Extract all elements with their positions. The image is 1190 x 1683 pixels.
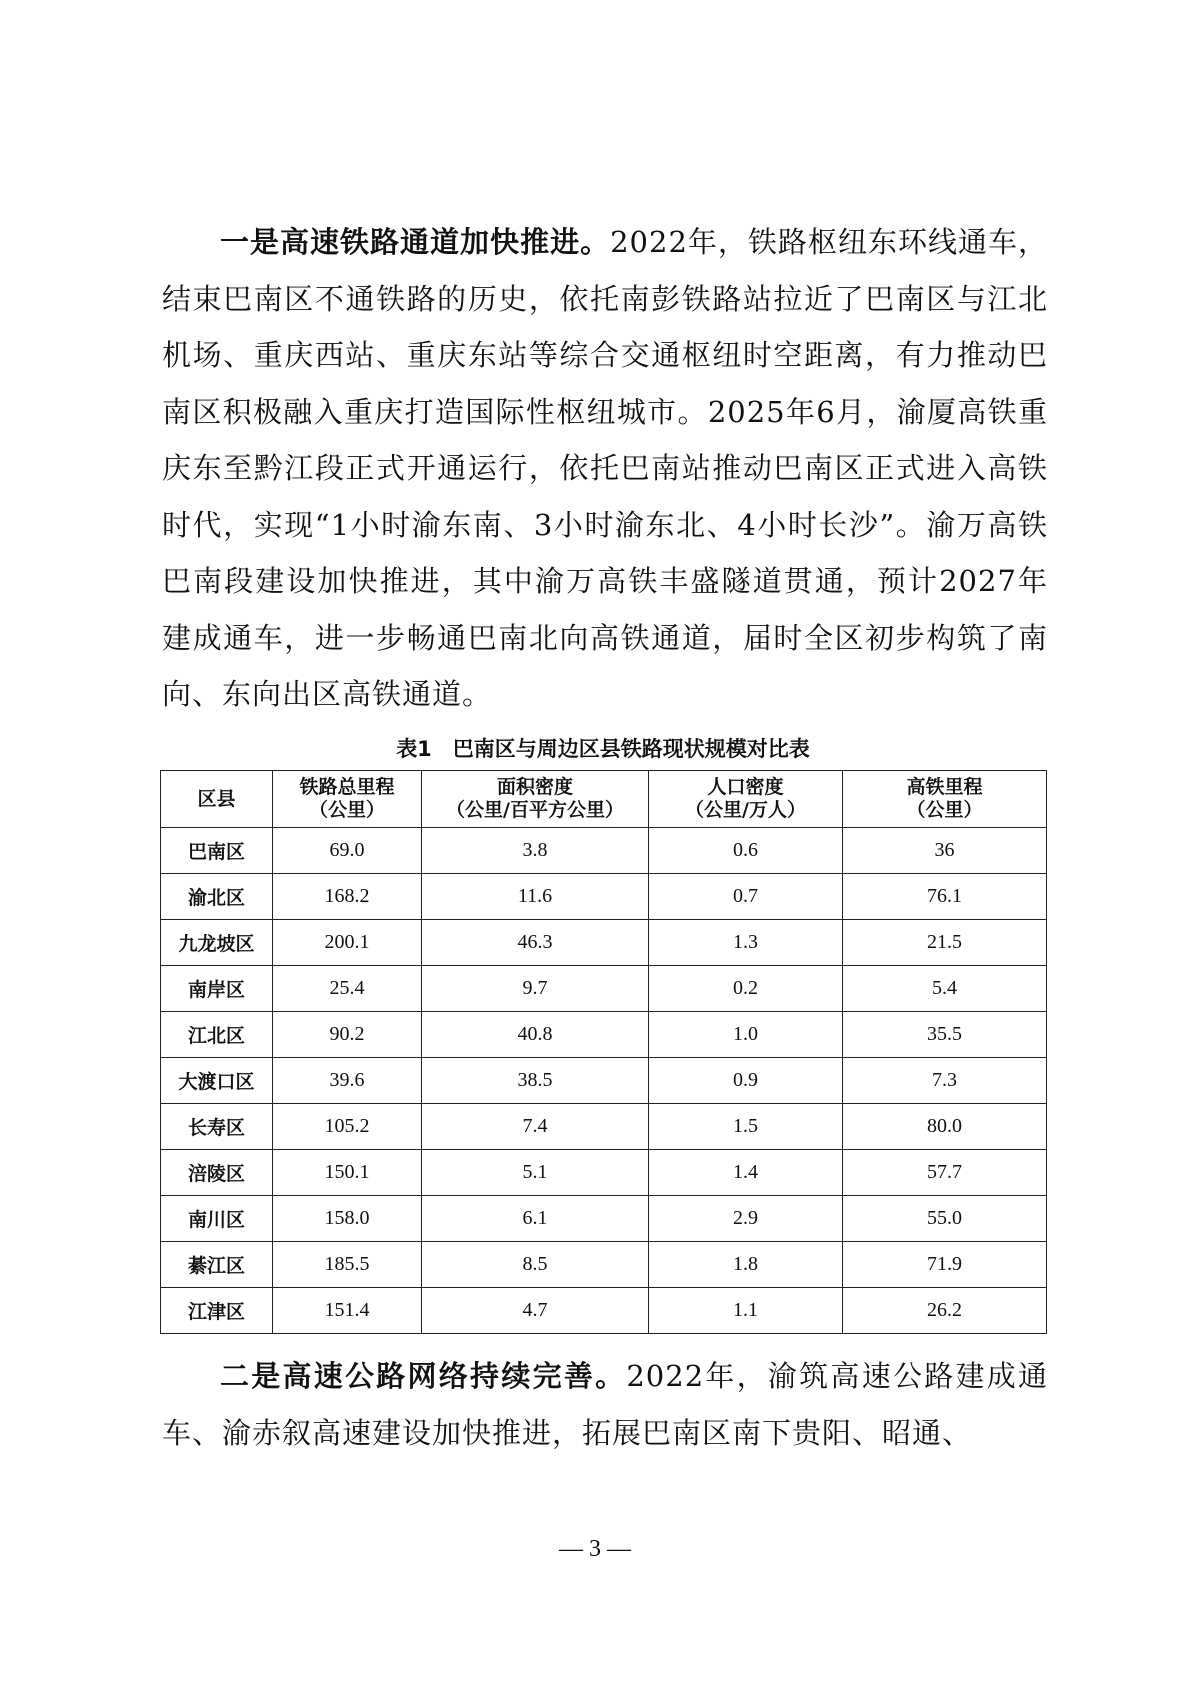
cell-county: 大渡口区	[161, 1058, 273, 1104]
railway-comparison-table	[160, 770, 1047, 1334]
table-header-row	[161, 771, 1047, 828]
header-area-density: 面积密度 （公里/百平方公里）	[422, 771, 649, 828]
table-row	[161, 1012, 1047, 1058]
cell-value: 2.9	[649, 1196, 843, 1242]
cell-value: 38.5	[422, 1058, 649, 1104]
cell-value: 168.2	[273, 874, 422, 920]
table-row	[161, 874, 1047, 920]
cell-value: 8.5	[422, 1242, 649, 1288]
cell-value: 0.6	[649, 828, 843, 874]
cell-county: 长寿区	[161, 1104, 273, 1150]
cell-value: 69.0	[273, 828, 422, 874]
paragraph-lead: 二是高速公路网络持续完善。	[220, 1359, 627, 1393]
cell-county: 江津区	[161, 1288, 273, 1334]
cell-value: 90.2	[273, 1012, 422, 1058]
cell-value: 76.1	[843, 874, 1047, 920]
cell-value: 7.3	[843, 1058, 1047, 1104]
table-row	[161, 966, 1047, 1012]
cell-value: 4.7	[422, 1288, 649, 1334]
cell-county: 九龙坡区	[161, 920, 273, 966]
cell-value: 40.8	[422, 1012, 649, 1058]
cell-value: 1.5	[649, 1104, 843, 1150]
cell-value: 0.7	[649, 874, 843, 920]
cell-value: 55.0	[843, 1196, 1047, 1242]
table-row	[161, 1242, 1047, 1288]
cell-county: 巴南区	[161, 828, 273, 874]
cell-value: 5.1	[422, 1150, 649, 1196]
cell-county: 涪陵区	[161, 1150, 273, 1196]
table-caption: 表1 巴南区与周边区县铁路现状规模对比表	[396, 737, 810, 761]
cell-value: 3.8	[422, 828, 649, 874]
cell-value: 39.6	[273, 1058, 422, 1104]
cell-value: 11.6	[422, 874, 649, 920]
table-row	[161, 1288, 1047, 1334]
cell-value: 46.3	[422, 920, 649, 966]
cell-value: 57.7	[843, 1150, 1047, 1196]
cell-value: 151.4	[273, 1288, 422, 1334]
table-row	[161, 1104, 1047, 1150]
cell-value: 1.3	[649, 920, 843, 966]
cell-value: 1.1	[649, 1288, 843, 1334]
cell-county: 綦江区	[161, 1242, 273, 1288]
cell-value: 150.1	[273, 1150, 422, 1196]
cell-value: 9.7	[422, 966, 649, 1012]
cell-value: 7.4	[422, 1104, 649, 1150]
table-row	[161, 1058, 1047, 1104]
table-row	[161, 920, 1047, 966]
header-highspeed-length: 高铁里程 （公里）	[843, 771, 1047, 828]
table-row	[161, 828, 1047, 874]
cell-value: 21.5	[843, 920, 1047, 966]
cell-value: 36	[843, 828, 1047, 874]
cell-value: 185.5	[273, 1242, 422, 1288]
header-total-length: 铁路总里程 （公里）	[273, 771, 422, 828]
cell-county: 南岸区	[161, 966, 273, 1012]
cell-value: 35.5	[843, 1012, 1047, 1058]
paragraph-lead: 一是高速铁路通道加快推进。	[220, 225, 611, 259]
cell-value: 5.4	[843, 966, 1047, 1012]
header-county: 区县	[161, 771, 273, 828]
cell-value: 6.1	[422, 1196, 649, 1242]
cell-county: 南川区	[161, 1196, 273, 1242]
table-row	[161, 1196, 1047, 1242]
header-population-density: 人口密度 （公里/万人）	[649, 771, 843, 828]
cell-value: 25.4	[273, 966, 422, 1012]
page-number: — 3 —	[559, 1536, 631, 1562]
paragraph-railway	[162, 214, 1048, 723]
cell-county: 渝北区	[161, 874, 273, 920]
cell-value: 1.4	[649, 1150, 843, 1196]
cell-value: 200.1	[273, 920, 422, 966]
cell-value: 71.9	[843, 1242, 1047, 1288]
cell-value: 26.2	[843, 1288, 1047, 1334]
cell-value: 80.0	[843, 1104, 1047, 1150]
paragraph-highway	[162, 1348, 1048, 1461]
table-row	[161, 1150, 1047, 1196]
cell-value: 158.0	[273, 1196, 422, 1242]
cell-value: 0.9	[649, 1058, 843, 1104]
cell-county: 江北区	[161, 1012, 273, 1058]
cell-value: 105.2	[273, 1104, 422, 1150]
paragraph-body: 2022年，渝筑高速公路建成通车、渝赤叙高速建设加快推进，拓展巴南区南下贵阳、昭通、	[162, 1359, 1048, 1450]
cell-value: 1.0	[649, 1012, 843, 1058]
cell-value: 0.2	[649, 966, 843, 1012]
cell-value: 1.8	[649, 1242, 843, 1288]
paragraph-body: 2022年，铁路枢纽东环线通车，结束巴南区不通铁路的历史，依托南彭铁路站拉近了巴南区与江北机场、重庆西站、重庆东站等综合交通枢纽时空距离，有力推动巴南区积极融入重庆打造国际性枢纽城市。2025年6月，渝厦高铁重庆东至黔江段正式开通运行，依托巴南站推动巴南区正式进入高铁时代，实现“1小时渝东南、3小时渝东北、4小时长沙”。渝万高铁巴南段建设加快推进，其中渝万高铁丰盛隧道贯通，预计2027年建成通车，进一步畅通巴南北向高铁通道，届时全区初步构筑了南向、东向出区高铁通道。	[162, 225, 1048, 711]
